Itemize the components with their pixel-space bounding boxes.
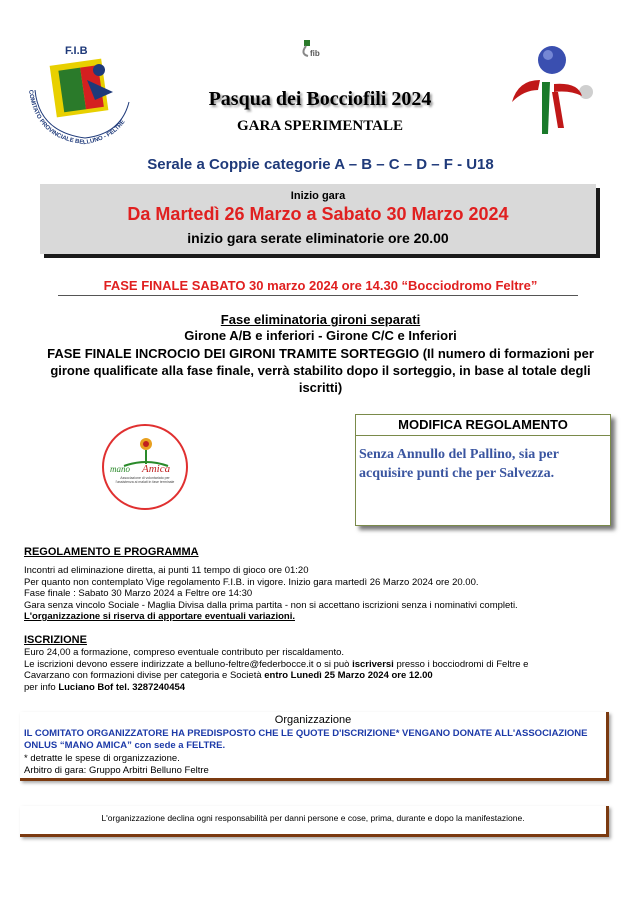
start-label: Inizio gara — [290, 190, 346, 202]
rules-title: REGOLAMENTO E PROGRAMMA — [24, 546, 199, 558]
expense-note: * detratte le spese di organizzazione. — [24, 753, 180, 764]
final-phase-underline — [58, 295, 578, 296]
registration-address-line: Le iscrizioni devono essere indirizzate a belluno-feltre@federbocce.it o si può iscriversi presso i bocciodromi di Feltre e — [24, 658, 529, 670]
rules-reservation: L'organizzazione si riserva di apportare eventuali variazioni. — [24, 611, 295, 622]
fib-logo-ring-text: COMITATO PROVINCIALE BELLUNO - FELTRE — [27, 89, 127, 147]
elimination-phase-title: Fase eliminatoria gironi separati — [220, 312, 421, 327]
rule-change-text: Senza Annullo del Pallino, sia per acquisire punti che per Salvezza. — [359, 447, 559, 481]
rules-line: Per quanto non contemplato Vige regolamento F.I.B. in vigore. Inizio gara martedì 26 Marzo 2024 ore 20.00. — [24, 576, 479, 588]
mano-logo-brand-right: Amica — [142, 463, 171, 475]
final-phase-notice: FASE FINALE SABATO 30 marzo 2024 ore 14.30 “Bocciodromo Feltre” — [103, 278, 538, 293]
rules-line: Fase finale : Sabato 30 Marzo 2024 a Feltre ore 14:30 — [24, 588, 253, 599]
mano-logo-caption: Associazione di volontariato per l'assistenza ai malati in fase terminale — [115, 476, 175, 485]
page-title: Pasqua dei Bocciofili 2024 — [208, 88, 432, 110]
registration-contact-line: per info Luciano Bof tel. 3287240454 — [24, 681, 186, 693]
fib-logo-text: F.I.B — [65, 45, 88, 57]
registration-title: ISCRIZIONE — [24, 634, 87, 646]
rules-line: Gara senza vincolo Sociale - Maglia Divisa dalla prima partita - non si accettano iscrizioni senza i nominativi completi. — [24, 599, 518, 611]
rules-list — [24, 565, 614, 623]
groups-line: Girone A/B e inferiori - Girone C/C e Inferiori — [184, 328, 457, 343]
fib-small-logo-text: fib — [310, 49, 320, 58]
start-time: inizio gara serate eliminatorie ore 20.00 — [187, 230, 449, 246]
rules-line: Incontri ad eliminazione diretta, ai punti 11 tempo di gioco ore 01:20 — [24, 565, 309, 576]
mano-amica-logo — [100, 412, 190, 522]
mano-logo-brand-left: mano — [110, 464, 130, 474]
organization-box — [20, 712, 609, 781]
categories-heading: Serale a Coppie categorie A – B – C – D – F - U18 — [147, 156, 494, 173]
date-range: Da Martedì 26 Marzo a Sabato 30 Marzo 2024 — [127, 204, 509, 224]
disclaimer-text: L'organizzazione declina ogni responsabilità per danni persone e cose, prima, durante e dopo la manifestazione. — [101, 813, 525, 823]
start-date-box — [40, 184, 596, 254]
draw-description: FASE FINALE INCROCIO DEI GIRONI TRAMITE SORTEGGIO (Il numero di formazioni per girone qualificate alla fase finale, verrà stabilito dopo il sorteggio, in base al totale degli iscritti) — [47, 346, 594, 395]
fib-small-logo — [296, 36, 336, 66]
fib-committee-logo — [25, 40, 140, 150]
registration-details — [24, 647, 614, 693]
organization-title: Organizzazione — [274, 714, 352, 726]
registration-deadline-line: Cavarzano con formazioni divise per categoria e Società entro Lunedì 25 Marzo 2024 ore 12.00 — [24, 670, 433, 681]
disclaimer-box — [20, 806, 609, 837]
donation-note: IL COMITATO ORGANIZZATORE HA PREDISPOSTO CHE LE QUOTE D'ISCRIZIONE* VENGANO DONATE ALL'ASSOCIAZIONE ONLUS “MANO AMICA” con sede a FELTRE. — [24, 728, 588, 751]
page-subtitle: GARA SPERIMENTALE — [237, 118, 403, 134]
rule-change-box — [355, 414, 611, 526]
registration-fee: Euro 24,00 a formazione, compreso eventuale contributo per riscaldamento. — [24, 647, 345, 658]
rule-change-title: MODIFICA REGOLAMENTO — [356, 417, 610, 436]
referee-line: Arbitro di gara: Gruppo Arbitri Belluno Feltre — [24, 765, 209, 776]
bocce-balls-logo — [508, 40, 598, 140]
